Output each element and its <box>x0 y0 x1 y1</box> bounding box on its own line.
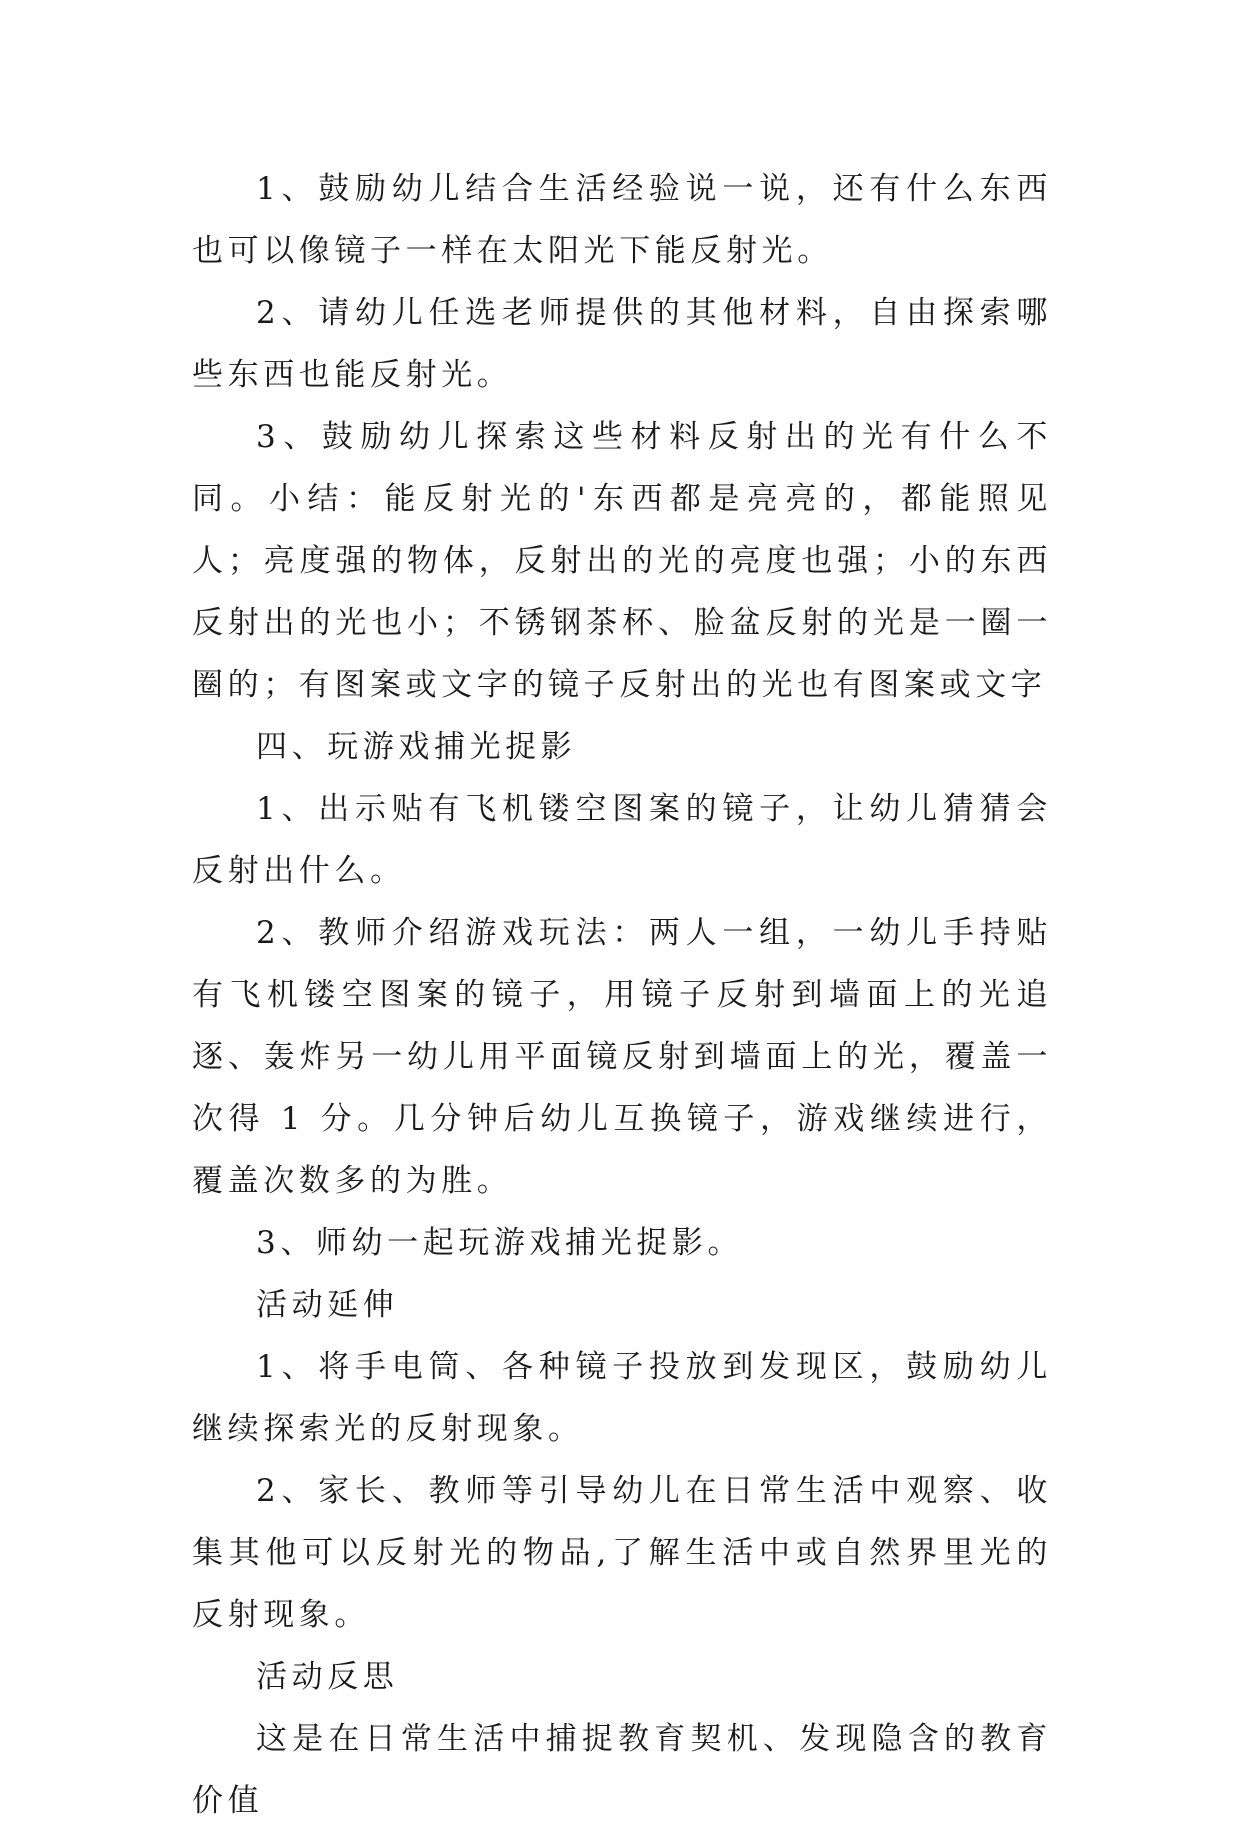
section-heading-extension: 活动延伸 <box>256 1287 399 1323</box>
paragraph-game-1: 1、出示贴有飞机镂空图案的镜子，让幼儿猜猜会反射出什么。 <box>192 791 1052 889</box>
paragraph-reflection-1: 这是在日常生活中捕捉教育契机、发现隐含的教育价值 <box>192 1721 1052 1819</box>
section-heading-reflection: 活动反思 <box>256 1659 399 1695</box>
paragraph-game-2: 2、教师介绍游戏玩法：两人一组，一幼儿手持贴有飞机镂空图案的镜子，用镜子反射到墙面上的光追逐、轰炸另一幼儿用平面镜反射到墙面上的光，覆盖一次得 1 分。几分钟后幼儿互换镜子，游戏继续进行，覆盖次数多的为胜。 <box>192 915 1052 1199</box>
paragraph-explore-reflect-3: 3、鼓励幼儿探索这些材料反射出的光有什么不同。小结：能反射光的'东西都是亮亮的，都能照见人；亮度强的物体，反射出的光的亮度也强；小的东西反射出的光也小；不锈钢茶杯、脸盆反射的光是一圈一圈的；有图案或文字的镜子反射出的光也有图案或文字 <box>192 419 1052 703</box>
paragraph-extension-2: 2、家长、教师等引导幼儿在日常生活中观察、收集其他可以反射光的物品,了解生活中或自然界里光的反射现象。 <box>192 1473 1052 1633</box>
paragraph-game-3: 3、师幼一起玩游戏捕光捉影。 <box>256 1225 744 1261</box>
section-heading-game: 四、玩游戏捕光捉影 <box>256 729 577 765</box>
paragraph-explore-reflect-2: 2、请幼儿任选老师提供的其他材料，自由探索哪些东西也能反射光。 <box>192 295 1052 393</box>
document-page <box>192 158 1052 1832</box>
paragraph-extension-1: 1、将手电筒、各种镜子投放到发现区，鼓励幼儿继续探索光的反射现象。 <box>192 1349 1052 1447</box>
paragraph-explore-reflect-1: 1、鼓励幼儿结合生活经验说一说，还有什么东西也可以像镜子一样在太阳光下能反射光。 <box>192 171 1052 269</box>
